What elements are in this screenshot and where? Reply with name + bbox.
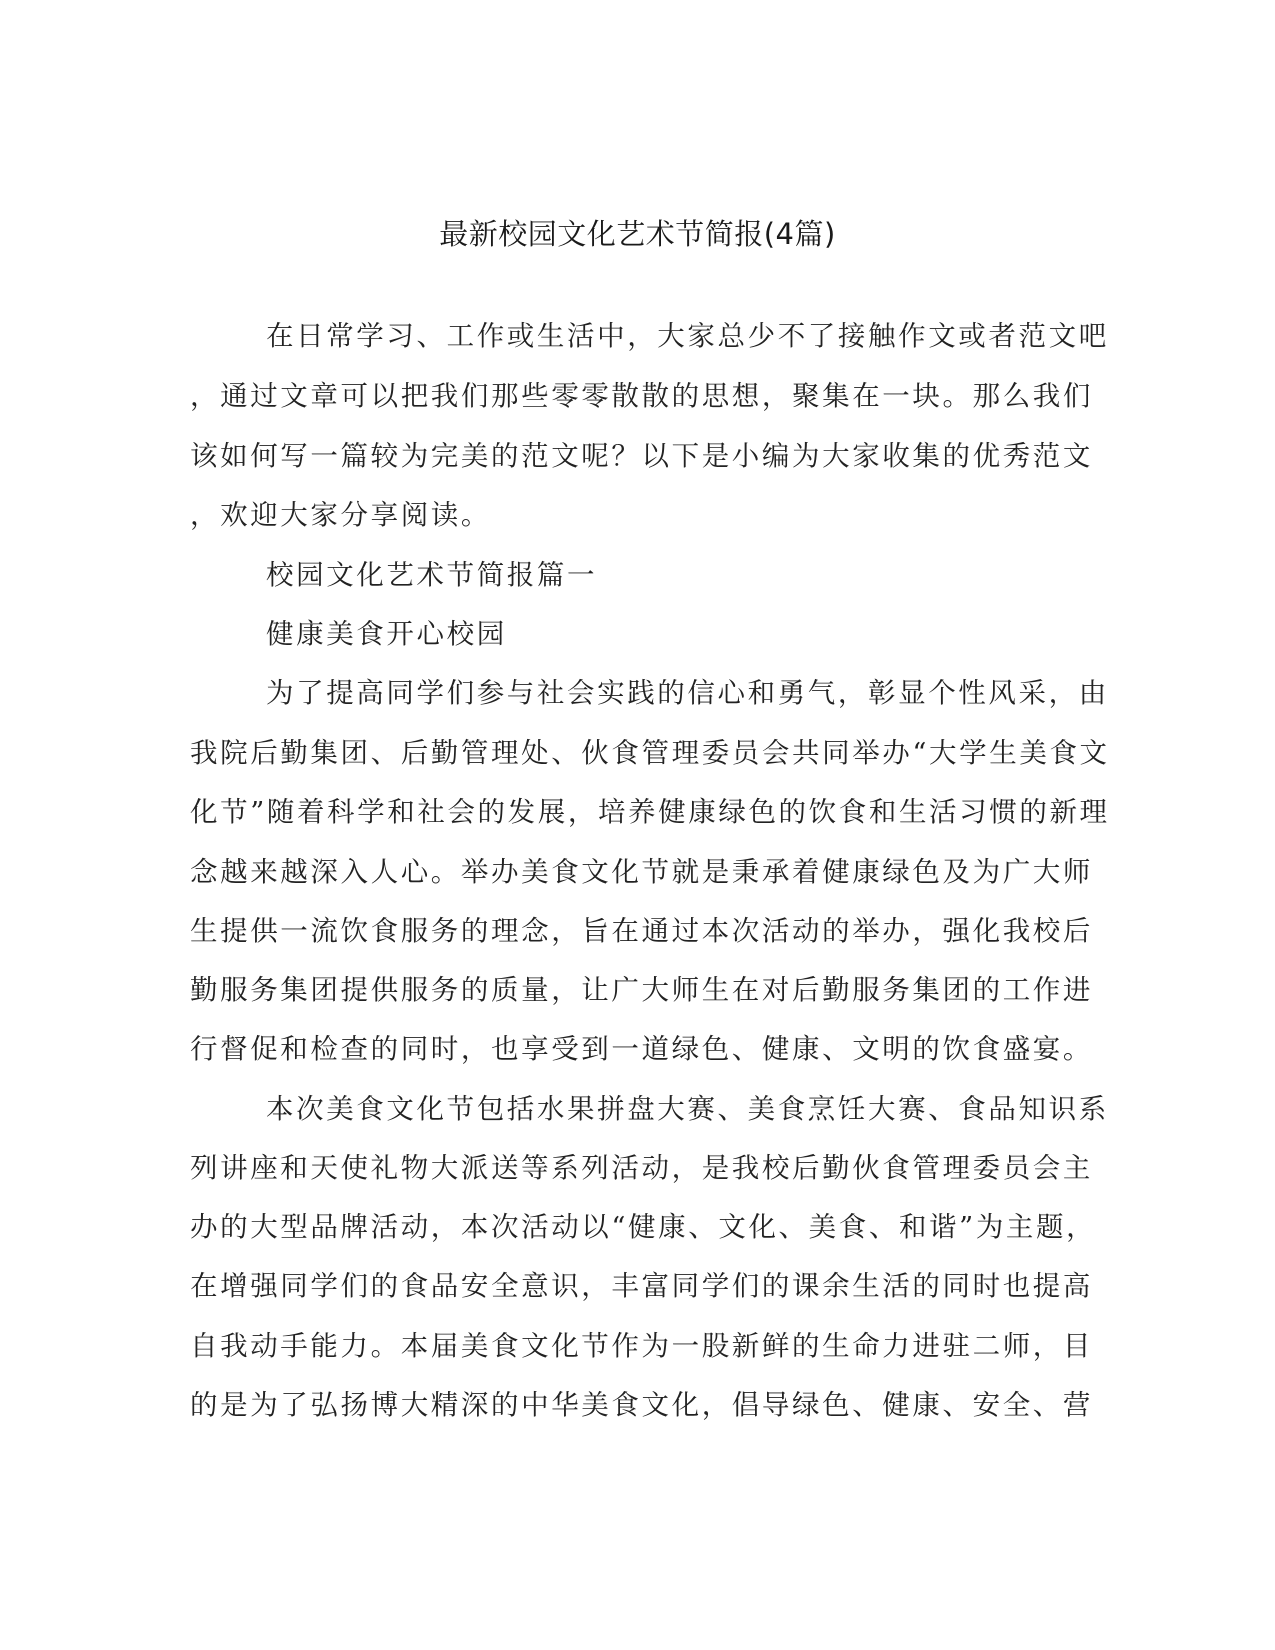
body-line-4: 念越来越深入人心。举办美食文化节就是秉承着健康绿色及为广大师 xyxy=(190,856,1093,888)
body-line-2: 我院后勤集团、后勤管理处、伙食管理委员会共同举办“大学生美食文 xyxy=(190,737,1110,769)
intro-line-3: 该如何写一篇较为完美的范文呢？以下是小编为大家收集的优秀范文 xyxy=(190,440,1093,472)
body-line-3: 化节”随着科学和社会的发展，培养健康绿色的饮食和生活习惯的新理 xyxy=(190,796,1110,828)
body-line-5: 生提供一流饮食服务的理念，旨在通过本次活动的举办，强化我校后 xyxy=(190,915,1093,947)
body-line-11: 在增强同学们的食品安全意识，丰富同学们的课余生活的同时也提高 xyxy=(190,1270,1093,1302)
intro-line-4: ，欢迎大家分享阅读。 xyxy=(190,499,491,531)
intro-line-1: 在日常学习、工作或生活中，大家总少不了接触作文或者范文吧 xyxy=(266,320,1109,352)
body-line-1: 为了提高同学们参与社会实践的信心和勇气，彰显个性风采，由 xyxy=(266,677,1109,709)
body-line-12: 自我动手能力。本届美食文化节作为一股新鲜的生命力进驻二师，目 xyxy=(190,1330,1093,1362)
body-line-6: 勤服务集团提供服务的质量，让广大师生在对后勤服务集团的工作进 xyxy=(190,974,1093,1006)
body-line-10: 办的大型品牌活动，本次活动以“健康、文化、美食、和谐”为主题， xyxy=(190,1211,1097,1243)
body-line-7: 行督促和检查的同时，也享受到一道绿色、健康、文明的饮食盛宴。 xyxy=(190,1033,1093,1065)
section-heading: 校园文化艺术节简报篇一 xyxy=(266,559,598,591)
body-line-8: 本次美食文化节包括水果拼盘大赛、美食烹饪大赛、食品知识系 xyxy=(266,1093,1109,1125)
document-title: 最新校园文化艺术节简报(4篇) xyxy=(439,217,836,251)
body-line-9: 列讲座和天使礼物大派送等系列活动，是我校后勤伙食管理委员会主 xyxy=(190,1152,1093,1184)
intro-line-2: ，通过文章可以把我们那些零零散散的思想，聚集在一块。那么我们 xyxy=(190,380,1093,412)
body-line-13: 的是为了弘扬博大精深的中华美食文化，倡导绿色、健康、安全、营 xyxy=(190,1389,1093,1421)
section-subtitle: 健康美食开心校园 xyxy=(266,618,507,650)
